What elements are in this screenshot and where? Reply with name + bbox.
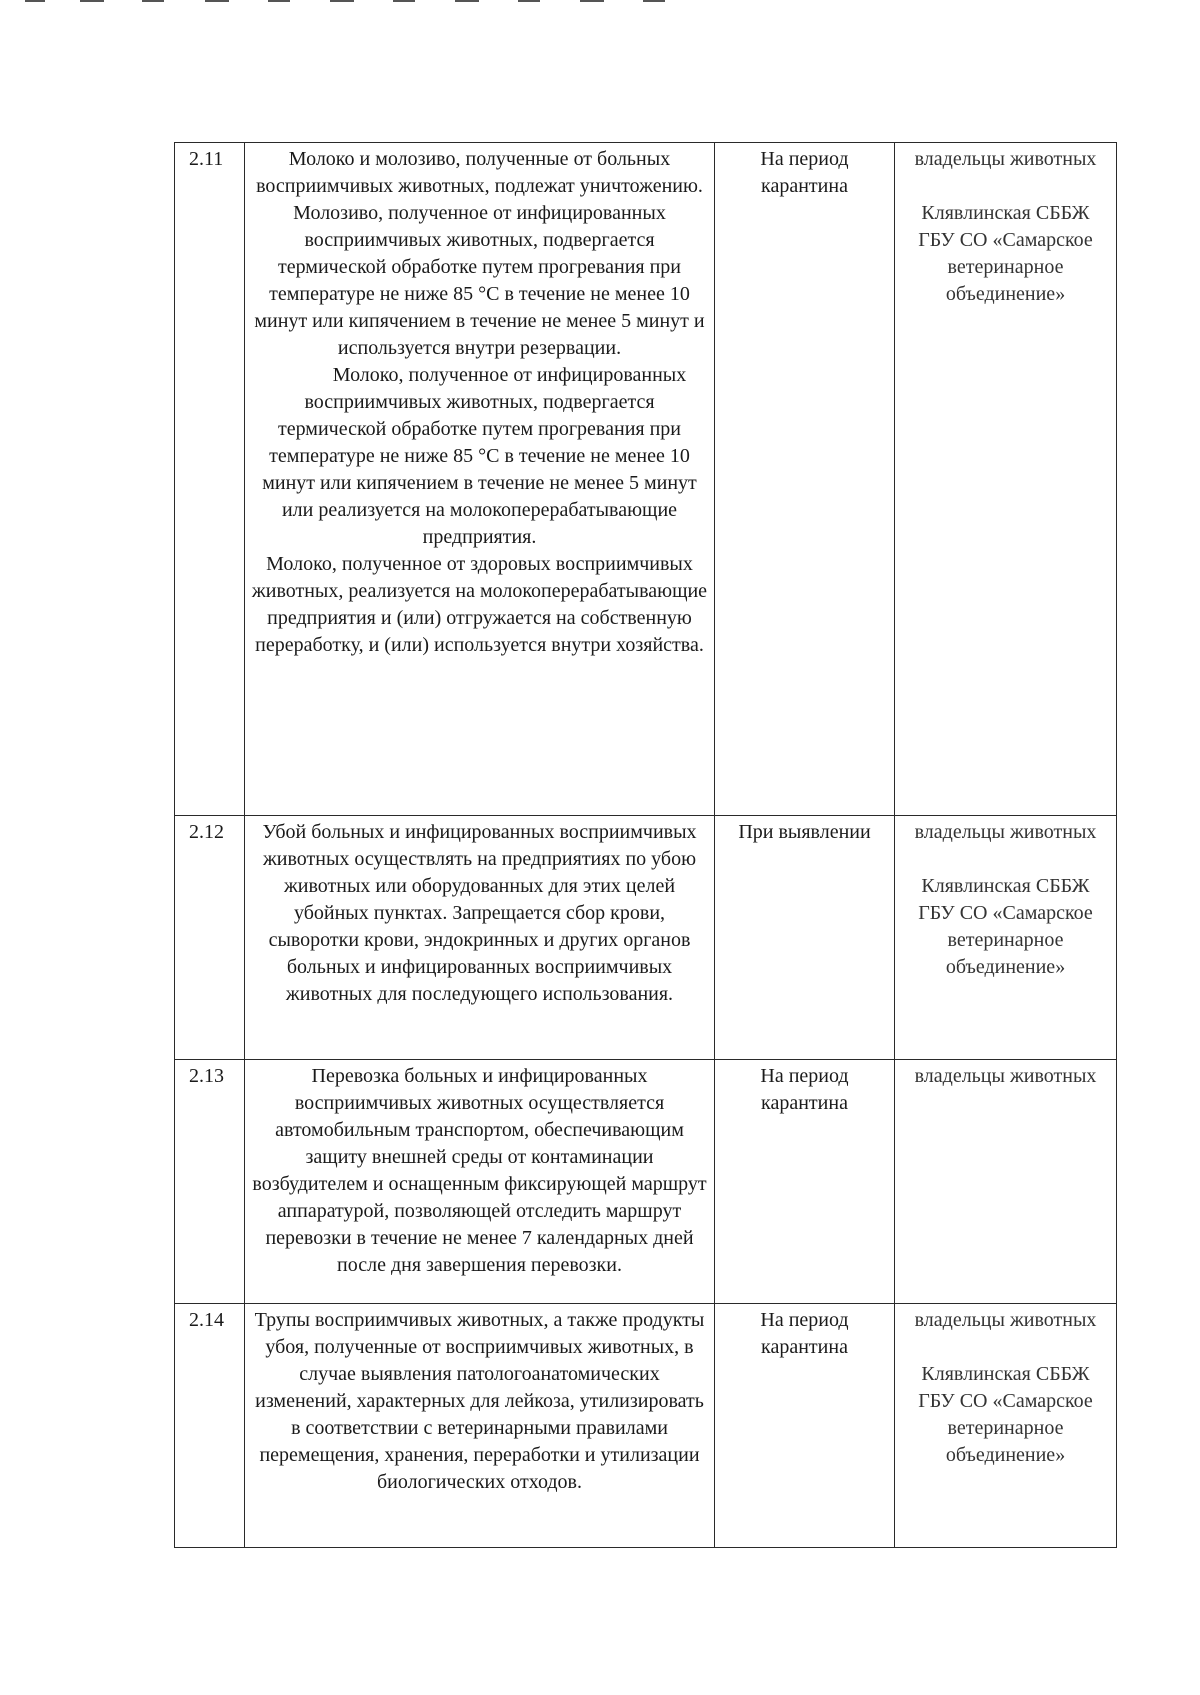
deadline-cell: При выявлении <box>715 816 895 1060</box>
responsible-vet-service: Клявлинская СББЖ ГБУ СО «Самарское ветеринарное объединение» <box>918 875 1093 978</box>
measure-cell <box>245 143 715 816</box>
responsible-cell <box>895 816 1117 1060</box>
measure-cell <box>245 1304 715 1548</box>
deadline-cell: На период карантина <box>715 143 895 816</box>
responsible-cell <box>895 143 1117 816</box>
row-number: 2.13 <box>175 1060 245 1304</box>
table-row <box>175 1060 1117 1304</box>
responsible-vet-service: Клявлинская СББЖ ГБУ СО «Самарское ветеринарное объединение» <box>918 1363 1093 1466</box>
row-number: 2.12 <box>175 816 245 1060</box>
measure-paragraph: Перевозка больных и инфицированных восприимчивых животных осуществляется автомобильным транспортом, обеспечивающим защиту внешней среды от контаминации возбудителем и оснащенным фиксирующей маршрут аппаратурой, позволяющей отследить маршрут перевозки в течение не менее 7 календарных дней после дня завершения перевозки. <box>252 1065 707 1276</box>
table-row <box>175 816 1117 1060</box>
deadline-cell: На период карантина <box>715 1060 895 1304</box>
responsible-owners: владельцы животных <box>914 148 1097 170</box>
measure-cell <box>245 816 715 1060</box>
measure-paragraph: Молоко и молозиво, полученные от больных восприимчивых животных, подлежат уничтожению. Молозиво, полученное от инфицированных восприимчивых животных, подвергается термической обработке путем прогревания при температуре не ниже 85 °С в течение не менее 10 минут или кипячением в течение не менее 5 минут и используется внутри резервации. <box>254 148 705 359</box>
responsible-owners: владельцы животных <box>914 1065 1097 1087</box>
table-row <box>175 1304 1117 1548</box>
scan-edge-marks <box>0 0 680 6</box>
measure-paragraph: Убой больных и инфицированных восприимчивых животных осуществлять на предприятиях по убою животных или оборудованных для этих целей убойных пунктах. Запрещается сбор крови, сыворотки крови, эндокринных и других органов больных и инфицированных восприимчивых животных для последующего использования. <box>262 821 697 1005</box>
responsible-owners: владельцы животных <box>914 821 1097 843</box>
row-number: 2.14 <box>175 1304 245 1548</box>
measure-paragraph: Молоко, полученное от инфицированных восприимчивых животных, подвергается термической обработке путем прогревания при температуре не ниже 85 °С в течение не менее 10 минут или кипячением в течение не менее 5 минут или реализуется на молокоперерабатывающие предприятия. <box>262 364 697 548</box>
responsible-vet-service: Клявлинская СББЖ ГБУ СО «Самарское ветеринарное объединение» <box>918 202 1093 305</box>
measure-cell <box>245 1060 715 1304</box>
responsible-owners: владельцы животных <box>914 1309 1097 1331</box>
responsible-cell <box>895 1304 1117 1548</box>
deadline-cell: На период карантина <box>715 1304 895 1548</box>
measure-paragraph: Молоко, полученное от здоровых восприимчивых животных, реализуется на молокоперерабатывающие предприятия и (или) отгружается на собственную переработку, и (или) используется внутри хозяйства. <box>251 553 708 656</box>
measure-paragraph: Трупы восприимчивых животных, а также продукты убоя, полученные от восприимчивых животных, в случае выявления патологоанатомических изменений, характерных для лейкоза, утилизировать в соответствии с ветеринарными правилами перемещения, хранения, переработки и утилизации биологических отходов. <box>254 1309 705 1493</box>
table-row <box>175 143 1117 816</box>
row-number: 2.11 <box>175 143 245 816</box>
measures-table <box>174 142 1117 1548</box>
responsible-cell <box>895 1060 1117 1304</box>
